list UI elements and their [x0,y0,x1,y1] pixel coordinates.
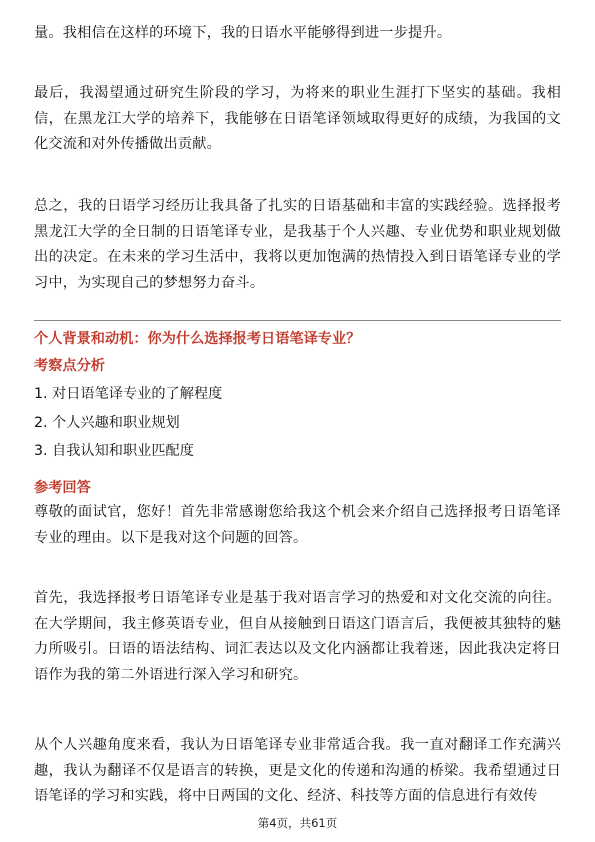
paragraph-reason-language: 首先，我选择报考日语笔译专业是基于我对语言学习的热爱和对文化交流的向往。在大学期间，我主修英语专业，但自从接触到日语这门语言后，我便被其独特的魅力所吸引。日语的语法结构、词汇表达以及文化内涵都让我着迷，因此我决定将日语作为我的第二外语进行深入学习和研究。 [34,590,561,683]
page-number: 第4页，共61页 [257,816,338,830]
paragraph-future-career: 最后，我渴望通过研究生阶段的学习，为将来的职业生涯打下坚实的基础。我相信，在黑龙江大学的培养下，我能够在日语笔译领域取得更好的成绩，为我国的文化交流和对外传播做出贡献。 [34,85,561,152]
analysis-item: 2. 个人兴趣和职业规划 [34,415,180,431]
analysis-heading: 考察点分析 [34,358,105,374]
paragraph-continuation: 量。我相信在这样的环境下，我的日语水平能够得到进一步提升。 [34,25,452,41]
answer-heading: 参考回答 [34,480,91,496]
analysis-item: 3. 自我认知和职业匹配度 [34,443,194,459]
section-divider [34,320,561,321]
paragraph-personal-interest: 从个人兴趣角度来看，我认为日语笔译专业非常适合我。我一直对翻译工作充满兴趣，我认为翻译不仅是语言的转换，更是文化的传递和沟通的桥梁。我希望通过日语笔译的学习和实践，将中日两国的文化、经济、科技等方面的信息进行有效传 [34,737,561,804]
paragraph-greeting: 尊敬的面试官，您好！首先非常感谢您给我这个机会来介绍自己选择报考日语笔译专业的理由。以下是我对这个问题的回答。 [34,504,561,546]
question-title: 个人背景和动机：你为什么选择报考日语笔译专业？ [34,331,361,347]
paragraph-conclusion: 总之，我的日语学习经历让我具备了扎实的日语基础和丰富的实践经验。选择报考黑龙江大学的全日制的日语笔译专业，是我基于个人兴趣、专业优势和职业规划做出的决定。在未来的学习生活中，我将以更加饱满的热情投入到日语笔译专业的学习中，为实现自己的梦想努力奋斗。 [34,198,561,291]
analysis-item: 1. 对日语笔译专业的了解程度 [34,386,223,402]
